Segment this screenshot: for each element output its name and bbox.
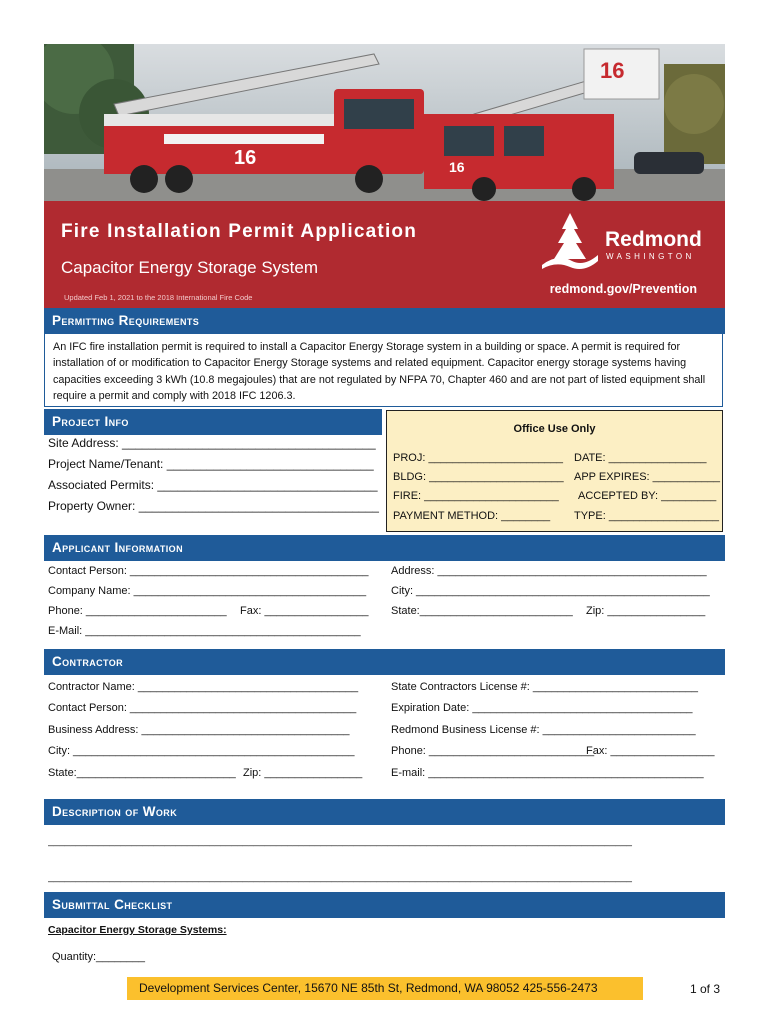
fire-truck-photo: [44, 44, 725, 201]
applicant-email-field[interactable]: E-Mail: _____________________________________________: [48, 625, 361, 637]
applicant-state-field[interactable]: State:_________________________: [391, 605, 573, 617]
office-bldg-field[interactable]: BLDG: ______________________: [393, 471, 564, 483]
project-name-field[interactable]: Project Name/Tenant: _______________________________: [48, 457, 374, 471]
contractor-contact-person-field[interactable]: Contact Person: _____________________________________: [48, 702, 357, 714]
applicant-city-field[interactable]: City: ________________________________________________: [391, 585, 710, 597]
contractor-header: Contractor: [44, 649, 725, 675]
contractor-city-field[interactable]: City: ______________________________________________: [48, 745, 355, 757]
submittal-checklist-header: Submittal Checklist: [44, 892, 725, 918]
contractor-business-address-field[interactable]: Business Address: __________________________________: [48, 724, 350, 736]
office-proj-field[interactable]: PROJ: ______________________: [393, 452, 564, 464]
office-accepted-by-field[interactable]: ACCEPTED BY: _________: [578, 490, 717, 502]
updated-note: Updated Feb 1, 2021 to the 2018 International Fire Code: [64, 293, 253, 302]
redmond-logo-text: Redmond: [605, 228, 702, 251]
footer-bar: [127, 977, 643, 1000]
project-info-header: Project Info: [44, 409, 382, 435]
title-banner: [44, 201, 725, 309]
document-subtitle: Capacitor Energy Storage System: [61, 258, 319, 277]
applicant-contact-person-field[interactable]: Contact Person: _______________________________________: [48, 565, 369, 577]
prevention-url: redmond.gov/Prevention: [549, 282, 697, 296]
svg-text:16: 16: [600, 58, 625, 83]
state-contractors-license-field[interactable]: State Contractors License #: ___________________________: [391, 681, 699, 693]
contractor-phone-field[interactable]: Phone: ___________________________: [391, 745, 595, 757]
svg-text:16: 16: [234, 147, 257, 169]
applicant-company-name-field[interactable]: Company Name: ______________________________________: [48, 585, 367, 597]
contractor-fax-field[interactable]: Fax: _________________: [586, 745, 715, 757]
office-use-box: [386, 410, 723, 532]
footer-address: Development Services Center, 15670 NE 85th St, Redmond, WA 98052 425-556-2473: [139, 981, 598, 995]
description-line-2[interactable]: _________________________________________________________________________________________________________: [48, 872, 632, 883]
applicant-phone-field[interactable]: Phone: _______________________: [48, 605, 227, 617]
applicant-fax-field[interactable]: Fax: _________________: [240, 605, 369, 617]
contractor-name-field[interactable]: Contractor Name: ____________________________________: [48, 681, 359, 693]
description-of-work-header: Description of Work: [44, 799, 725, 825]
contractor-email-field[interactable]: E-mail: _____________________________________________: [391, 767, 704, 779]
page-number: 1 of 3: [689, 982, 720, 996]
contractor-zip-field[interactable]: Zip: ________________: [243, 767, 363, 779]
fire-truck-illustration: [44, 44, 725, 201]
office-payment-method-field[interactable]: PAYMENT METHOD: ________: [393, 510, 551, 522]
property-owner-field[interactable]: Property Owner: ____________________________________: [48, 499, 379, 513]
checklist-subheading: Capacitor Energy Storage Systems:: [48, 924, 227, 936]
description-line-1[interactable]: _________________________________________________________________________________________________________: [48, 836, 632, 847]
office-use-title: Office Use Only: [513, 423, 596, 435]
requirements-text: An IFC fire installation permit is required to install a Capacitor Energy Storage system in a building or space. A permit is required for installation of or modification to Capacitor Energy Storage systems and related equipment. Capacitor energy storage systems having capacities exceeding 3 kWh (10.8 megajoules) that are not regulated by NFPA 70, Chapter 460 and are not part of listed equipment shall require a permit and comply with 2018 IFC 1206.3.: [53, 341, 706, 402]
site-address-field[interactable]: Site Address: ______________________________________: [48, 436, 376, 450]
office-date-field[interactable]: DATE: ________________: [574, 452, 707, 464]
redmond-business-license-field[interactable]: Redmond Business License #: _________________________: [391, 724, 696, 736]
applicant-information-header: Applicant Information: [44, 535, 725, 561]
office-type-field[interactable]: TYPE: __________________: [574, 510, 719, 522]
quantity-field[interactable]: Quantity:________: [52, 951, 145, 963]
requirements-box: [44, 333, 723, 407]
office-fire-field[interactable]: FIRE: ______________________: [393, 490, 559, 502]
redmond-logo-icon: [538, 209, 602, 271]
applicant-zip-field[interactable]: Zip: ________________: [586, 605, 706, 617]
document-title: Fire Installation Permit Application: [61, 221, 418, 242]
applicant-address-field[interactable]: Address: ____________________________________________: [391, 565, 707, 577]
office-app-expires-field[interactable]: APP EXPIRES: ___________: [574, 471, 720, 483]
svg-text:16: 16: [449, 159, 465, 175]
contractor-state-field[interactable]: State:__________________________: [48, 767, 236, 779]
permitting-requirements-header: Permitting Requirements: [44, 308, 725, 334]
contractor-expiration-date-field[interactable]: Expiration Date: ____________________________________: [391, 702, 693, 714]
washington-logo-text: WASHINGTON: [606, 252, 695, 261]
associated-permits-field[interactable]: Associated Permits: _________________________________: [48, 478, 378, 492]
